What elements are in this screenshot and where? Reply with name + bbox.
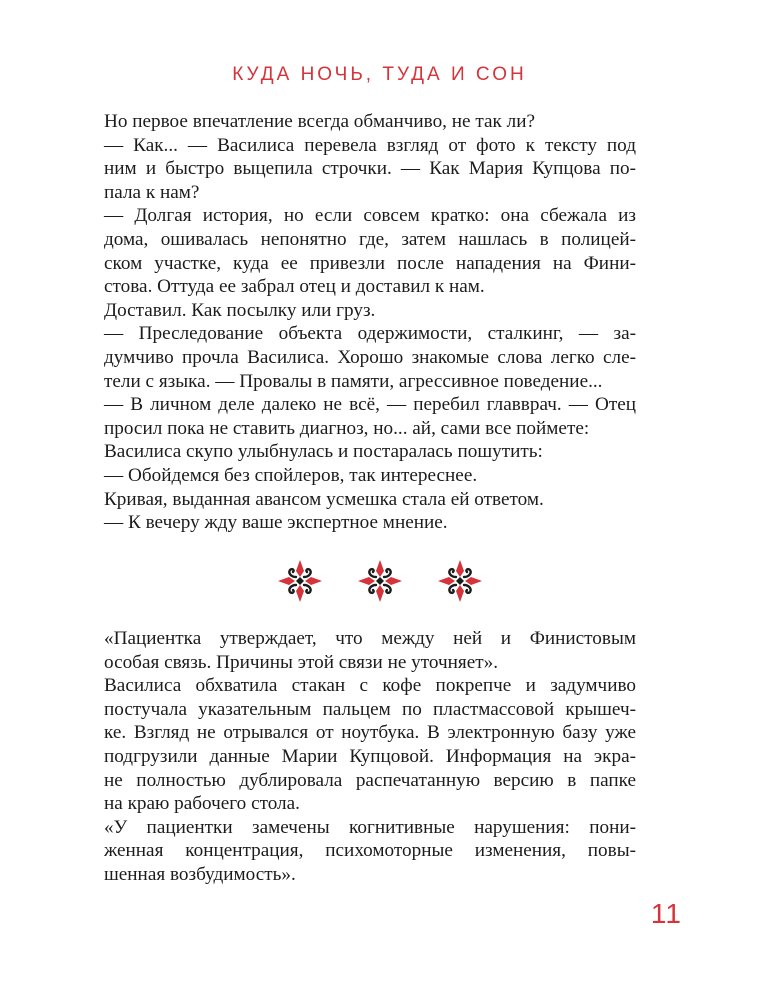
text-line: дома, ошивалась непонятно где, затем нашлась в полицей- bbox=[104, 228, 636, 250]
text-line: подгрузили данные Марии Купцовой. Информация на экра- bbox=[104, 745, 636, 767]
text-line: ском участке, куда ее привезли после нападения на Фини- bbox=[104, 252, 636, 274]
running-head: КУДА НОЧЬ, ТУДА И СОН bbox=[232, 64, 527, 85]
paragraph bbox=[104, 464, 636, 488]
paragraph bbox=[104, 816, 636, 887]
text-line: Доставил. Как посылку или груз. bbox=[104, 299, 376, 321]
paragraph bbox=[104, 110, 636, 134]
text-line: — В личном деле далеко не всё, — перебил главврач. — Отец bbox=[104, 394, 636, 416]
text-line: — Преследование объекта одержимости, сталкинг, — за- bbox=[104, 323, 636, 345]
text-line: «Пациентка утверждает, что между ней и Финистовым bbox=[104, 628, 636, 649]
text-line: — Как... — Василиса перевела взгляд от фото к тексту под bbox=[104, 134, 636, 156]
paragraph bbox=[104, 134, 636, 205]
text-line: — К вечеру жду ваше экспертное мнение. bbox=[104, 512, 448, 534]
text-line: постучала указательным пальцем по пластмассовой крышеч- bbox=[104, 698, 636, 720]
text-line: не полностью дублировала распечатанную версию в папке bbox=[104, 769, 636, 791]
text-line: пала к нам? bbox=[104, 181, 200, 203]
flower-ornament-icon bbox=[435, 557, 485, 605]
text-line: Кривая, выданная авансом усмешка стала ей ответом. bbox=[104, 488, 544, 510]
text-line: «У пациентки замечены когнитивные нарушения: пони- bbox=[104, 816, 636, 838]
text-line: ним и быстро выцепила строчки. — Как Мария Купцова по- bbox=[104, 158, 636, 180]
flower-ornament-icon bbox=[355, 557, 405, 605]
paragraph bbox=[104, 488, 636, 512]
text-line: особая связь. Причины этой связи не уточняет». bbox=[104, 651, 499, 673]
paragraph bbox=[104, 627, 636, 674]
body-text-section-2 bbox=[104, 627, 636, 887]
flower-ornament-icon bbox=[275, 557, 325, 605]
text-line: женная концентрация, психомоторные изменения, повы- bbox=[104, 840, 636, 862]
text-line: думчиво прочла Василиса. Хорошо знакомые слова легко сле- bbox=[104, 346, 636, 368]
page-number: 11 bbox=[650, 898, 682, 929]
paragraph bbox=[104, 674, 636, 816]
text-line: шенная возбудимость». bbox=[104, 863, 296, 885]
text-line: Но первое впечатление всегда обманчиво, не так ли? bbox=[104, 111, 535, 132]
text-line: — Обойдемся без спойлеров, так интереснее. bbox=[104, 464, 478, 486]
paragraph bbox=[104, 204, 636, 298]
text-line: на краю рабочего стола. bbox=[104, 793, 300, 815]
paragraph bbox=[104, 299, 636, 323]
text-line: ке. Взгляд не отрывался от ноутбука. В электронную базу уже bbox=[104, 722, 636, 744]
body-text-section-1 bbox=[104, 110, 636, 535]
text-line: Василиса обхватила стакан с кофе покрепче и задумчиво bbox=[104, 675, 636, 697]
paragraph bbox=[104, 322, 636, 393]
text-line: просил пока не ставить диагноз, но... ай, сами все поймете: bbox=[104, 417, 590, 439]
text-line: — Долгая история, но если совсем кратко: она сбежала из bbox=[104, 205, 636, 227]
text-line: Василиса скупо улыбнулась и постаралась пошутить: bbox=[104, 441, 543, 463]
paragraph bbox=[104, 393, 636, 440]
paragraph bbox=[104, 511, 636, 535]
text-line: стова. Оттуда ее забрал отец и доставил к нам. bbox=[104, 276, 485, 298]
ornament-divider bbox=[0, 557, 759, 605]
paragraph bbox=[104, 440, 636, 464]
text-line: тели с языка. — Провалы в памяти, агрессивное поведение... bbox=[104, 370, 603, 392]
